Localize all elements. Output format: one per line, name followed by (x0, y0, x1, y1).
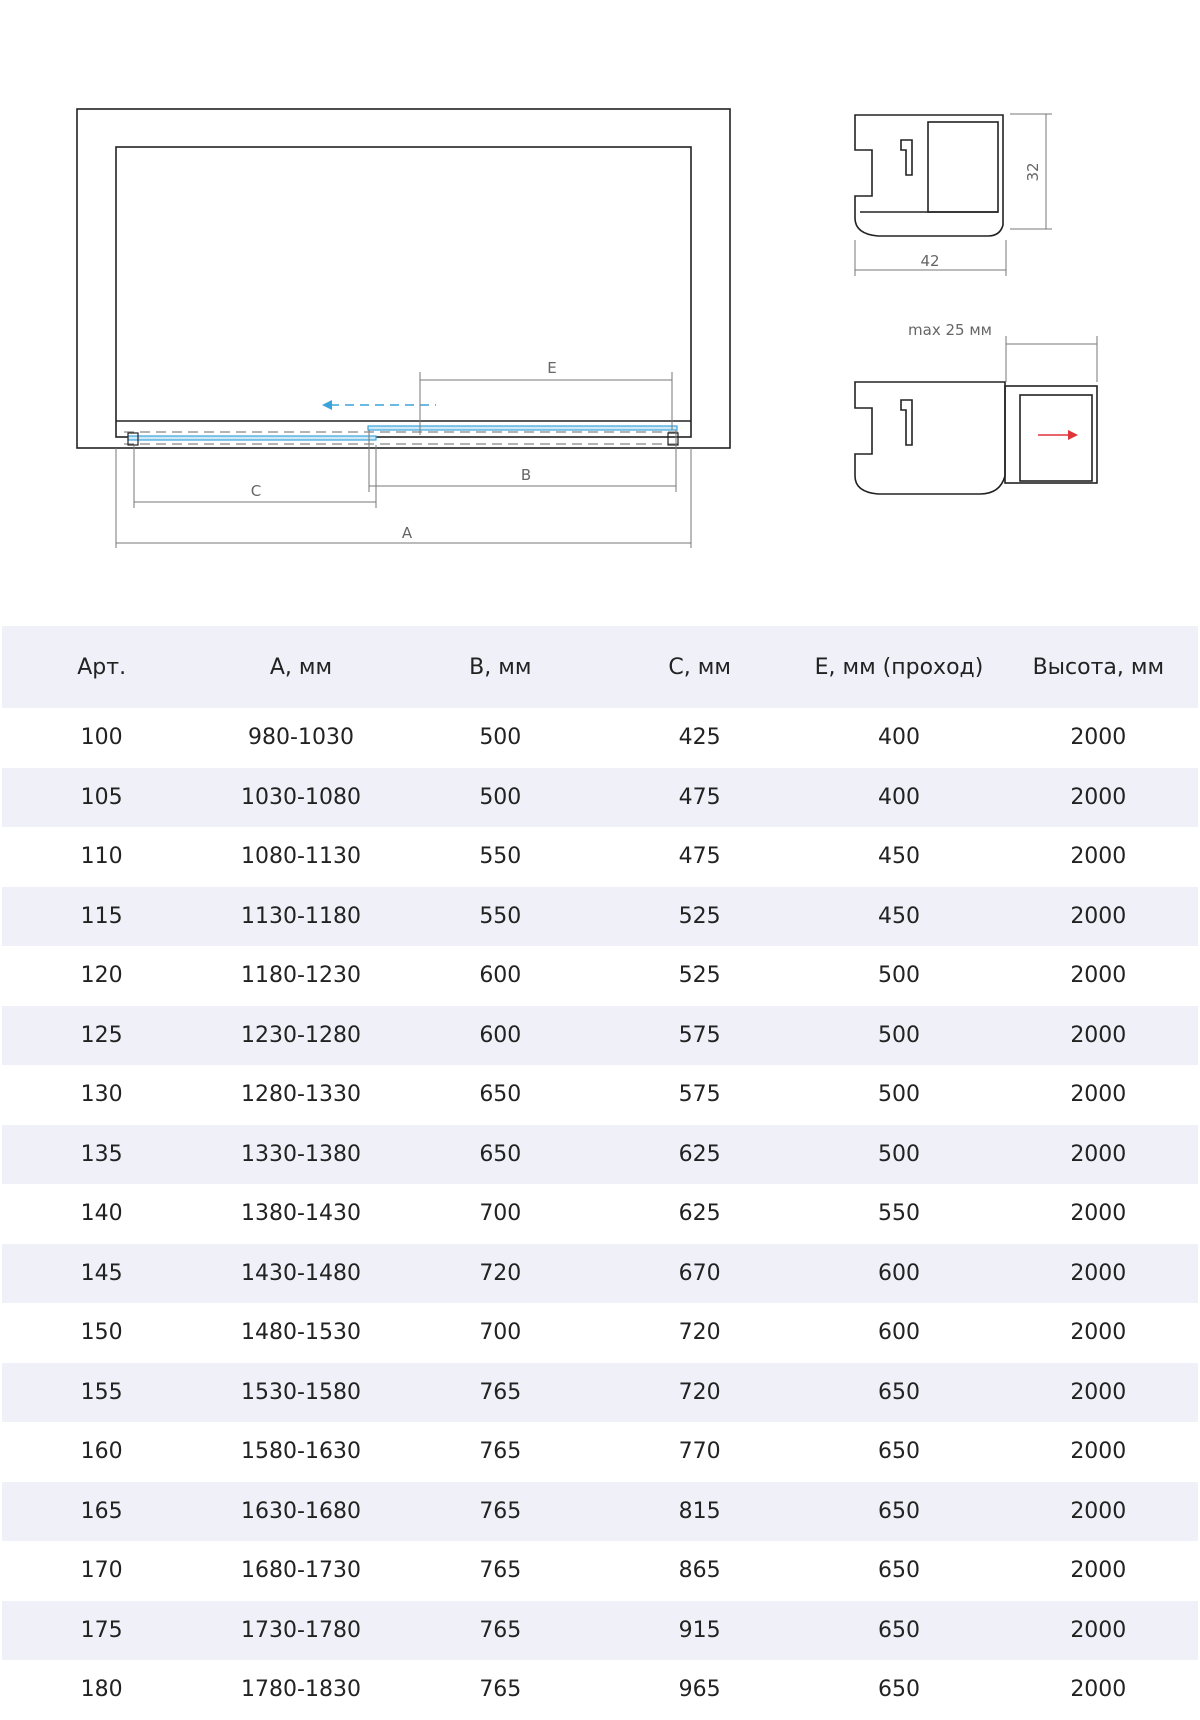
e-cell: 450 (799, 887, 998, 947)
profile-dimensions (855, 114, 1052, 276)
height-cell: 2000 (999, 1006, 1198, 1066)
a-cell: 1180-1230 (241, 963, 361, 989)
height-cell: 2000 (1070, 725, 1127, 751)
max-adjust-label: max 25 мм (908, 321, 992, 339)
table-row (2, 1303, 1198, 1363)
e-cell: 600 (877, 1320, 920, 1346)
header-e: E, мм (проход) (799, 626, 998, 708)
door-frame (116, 147, 691, 437)
b-cell: 765 (401, 1363, 600, 1423)
extend-direction-arrow (1038, 430, 1078, 440)
wall-opening-frame (77, 109, 730, 448)
table-row (2, 946, 1198, 1006)
dimension-label-a: A (401, 524, 413, 542)
c-cell: 625 (678, 1201, 721, 1227)
height-cell: 2000 (999, 1244, 1198, 1304)
art-cell: 140 (80, 1201, 123, 1227)
table-row (2, 1244, 1198, 1304)
e-cell: 550 (877, 1201, 920, 1227)
a-cell: 1730-1780 (201, 1601, 400, 1661)
a-cell: 1230-1280 (201, 1006, 400, 1066)
art-cell: 120 (80, 963, 123, 989)
height-cell: 2000 (999, 887, 1198, 947)
art-cell: 100 (80, 725, 123, 751)
art-cell: 145 (2, 1244, 201, 1304)
height-cell: 2000 (999, 1125, 1198, 1185)
table-row (2, 1660, 1198, 1720)
c-cell: 770 (678, 1439, 721, 1465)
c-cell: 475 (600, 768, 799, 828)
b-cell: 765 (401, 1482, 600, 1542)
art-cell: 175 (2, 1601, 201, 1661)
table-row (2, 1125, 1198, 1185)
b-cell: 700 (479, 1201, 522, 1227)
table-header-row (2, 626, 1198, 708)
a-cell: 1430-1480 (201, 1244, 400, 1304)
a-cell: 1630-1680 (201, 1482, 400, 1542)
c-cell: 475 (678, 844, 721, 870)
table-row (2, 1422, 1198, 1482)
a-cell: 1380-1430 (241, 1201, 361, 1227)
height-cell: 2000 (1070, 1558, 1127, 1584)
c-cell: 525 (600, 887, 799, 947)
art-cell: 180 (80, 1677, 123, 1703)
b-cell: 765 (401, 1601, 600, 1661)
table-row (2, 1601, 1198, 1661)
dimension-label-e: E (547, 359, 557, 377)
door-drawing (0, 0, 1200, 600)
wall-profile-section (855, 115, 1003, 236)
c-cell: 915 (600, 1601, 799, 1661)
c-cell: 575 (678, 1082, 721, 1108)
height-cell: 2000 (999, 1363, 1198, 1423)
height-cell: 2000 (999, 1482, 1198, 1542)
art-cell: 160 (80, 1439, 123, 1465)
b-cell: 600 (479, 963, 522, 989)
table-row (2, 887, 1198, 947)
art-cell: 135 (2, 1125, 201, 1185)
b-cell: 765 (479, 1677, 522, 1703)
e-cell: 600 (799, 1244, 998, 1304)
art-cell: 115 (2, 887, 201, 947)
c-cell: 670 (600, 1244, 799, 1304)
slide-direction-arrow (322, 400, 436, 410)
b-cell: 765 (479, 1558, 522, 1584)
a-cell: 1080-1130 (241, 844, 361, 870)
e-cell: 650 (799, 1601, 998, 1661)
table-row (2, 768, 1198, 828)
extended-profile-section (855, 382, 1097, 494)
a-cell: 1580-1630 (241, 1439, 361, 1465)
b-cell: 720 (401, 1244, 600, 1304)
e-cell: 400 (877, 725, 920, 751)
fixed-glass-panel (128, 436, 376, 440)
height-cell: 2000 (1070, 844, 1127, 870)
profile-height-label: 32 (1024, 162, 1042, 182)
c-cell: 965 (678, 1677, 721, 1703)
e-cell: 650 (799, 1482, 998, 1542)
c-cell: 625 (600, 1125, 799, 1185)
header-b: B, мм (401, 626, 600, 708)
table-row (2, 1184, 1198, 1244)
dimension-label-c: C (250, 482, 262, 500)
height-cell: 2000 (1070, 1320, 1127, 1346)
height-cell: 2000 (1070, 963, 1127, 989)
b-cell: 765 (479, 1439, 522, 1465)
art-cell: 150 (80, 1320, 123, 1346)
e-cell: 650 (877, 1677, 920, 1703)
art-cell: 125 (2, 1006, 201, 1066)
e-cell: 450 (877, 844, 920, 870)
c-cell: 720 (678, 1320, 721, 1346)
e-cell: 500 (799, 1006, 998, 1066)
e-cell: 500 (799, 1125, 998, 1185)
header-a: A, мм (201, 626, 400, 708)
adjust-dimension (1006, 336, 1097, 382)
a-cell: 1780-1830 (241, 1677, 361, 1703)
art-cell: 110 (80, 844, 123, 870)
height-cell: 2000 (999, 768, 1198, 828)
table-row (2, 708, 1198, 768)
table-row (2, 1541, 1198, 1601)
c-cell: 575 (600, 1006, 799, 1066)
header-height: Высота, мм (999, 626, 1198, 708)
height-cell: 2000 (1070, 1439, 1127, 1465)
b-cell: 650 (479, 1082, 522, 1108)
e-cell: 650 (799, 1363, 998, 1423)
profile-width-label: 42 (920, 252, 940, 270)
b-cell: 700 (479, 1320, 522, 1346)
a-cell: 1280-1330 (241, 1082, 361, 1108)
a-cell: 980-1030 (248, 725, 354, 751)
a-cell: 1330-1380 (201, 1125, 400, 1185)
a-cell: 1030-1080 (201, 768, 400, 828)
b-cell: 500 (479, 725, 522, 751)
c-cell: 720 (600, 1363, 799, 1423)
b-cell: 600 (401, 1006, 600, 1066)
sliding-glass-panel (368, 426, 677, 430)
a-cell: 1480-1530 (241, 1320, 361, 1346)
e-cell: 650 (877, 1439, 920, 1465)
header-c: C, мм (600, 626, 799, 708)
table-row (2, 1363, 1198, 1423)
height-cell: 2000 (999, 1601, 1198, 1661)
table-row (2, 1006, 1198, 1066)
height-cell: 2000 (1070, 1082, 1127, 1108)
table-row (2, 1482, 1198, 1542)
c-cell: 815 (600, 1482, 799, 1542)
e-cell: 500 (877, 963, 920, 989)
header-art: Арт. (2, 626, 201, 708)
height-cell: 2000 (1070, 1201, 1127, 1227)
b-cell: 650 (401, 1125, 600, 1185)
art-cell: 165 (2, 1482, 201, 1542)
e-cell: 650 (877, 1558, 920, 1584)
door-front-view (77, 109, 730, 448)
table-row (2, 1065, 1198, 1125)
a-cell: 1530-1580 (201, 1363, 400, 1423)
e-cell: 400 (799, 768, 998, 828)
dimension-lines (116, 372, 691, 548)
art-cell: 155 (2, 1363, 201, 1423)
a-cell: 1680-1730 (241, 1558, 361, 1584)
b-cell: 550 (401, 887, 600, 947)
c-cell: 865 (678, 1558, 721, 1584)
b-cell: 500 (401, 768, 600, 828)
height-cell: 2000 (1070, 1677, 1127, 1703)
e-cell: 500 (877, 1082, 920, 1108)
art-cell: 105 (2, 768, 201, 828)
art-cell: 130 (80, 1082, 123, 1108)
spec-table (2, 626, 1198, 1720)
c-cell: 525 (678, 963, 721, 989)
dimension-label-b: B (520, 466, 532, 484)
table-body (2, 708, 1198, 1720)
art-cell: 170 (80, 1558, 123, 1584)
b-cell: 550 (479, 844, 522, 870)
table-row (2, 827, 1198, 887)
c-cell: 425 (678, 725, 721, 751)
a-cell: 1130-1180 (201, 887, 400, 947)
door-panels (124, 426, 684, 445)
